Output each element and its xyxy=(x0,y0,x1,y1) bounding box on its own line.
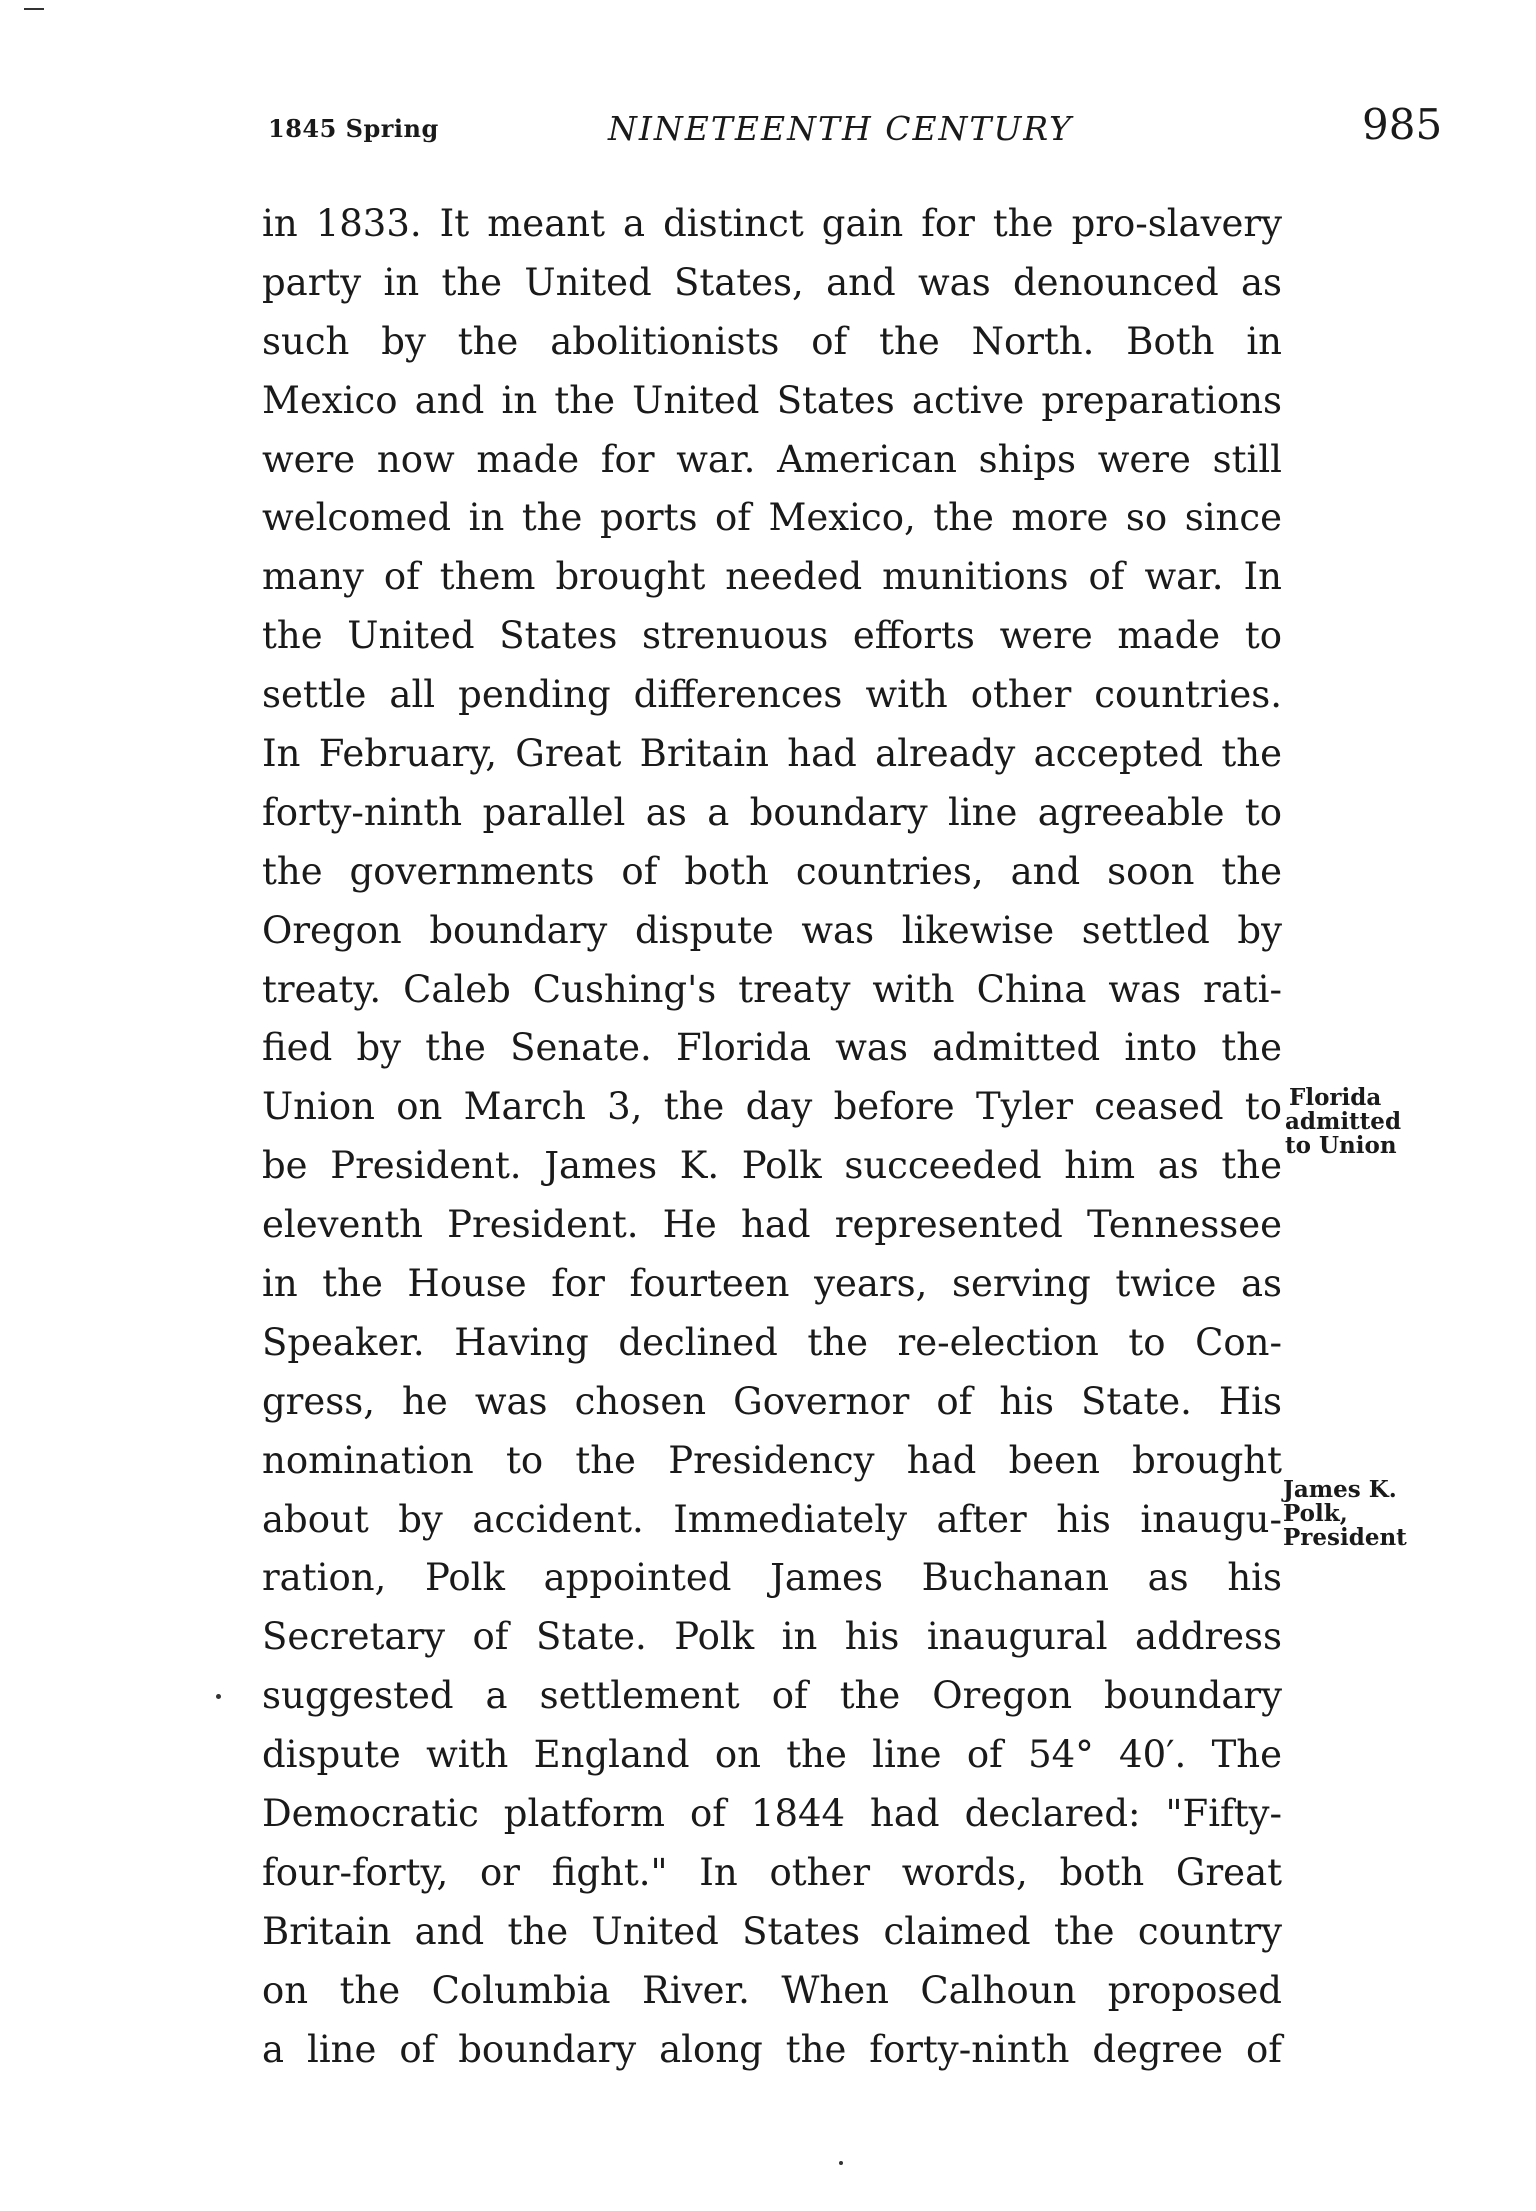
text-line: be President. James K. Polk succeeded him as the xyxy=(262,1144,1282,1188)
text-line: treaty. Caleb Cushing's treaty with China was rati- xyxy=(262,967,1282,1011)
margin-note-line: Florida xyxy=(1289,1084,1382,1111)
text-line: Union on March 3, the day before Tyler ceased to xyxy=(262,1085,1282,1129)
text-line: settle all pending differences with other countries. xyxy=(262,673,1282,717)
margin-note-line: James K. xyxy=(1283,1476,1397,1503)
text-line: ration, Polk appointed James Buchanan as his xyxy=(262,1556,1282,1600)
margin-note-polk xyxy=(1283,1478,1407,1550)
text-line: the United States strenuous efforts were made to xyxy=(262,614,1282,658)
text-line: Mexico and in the United States active preparations xyxy=(262,378,1282,422)
margin-note-line: President xyxy=(1283,1524,1407,1551)
running-head-date: 1845 Spring xyxy=(268,114,439,143)
text-line: were now made for war. American ships were still xyxy=(262,437,1282,481)
text-line: in 1833. It meant a distinct gain for the pro-slavery xyxy=(262,202,1282,245)
text-line: nomination to the Presidency had been brought xyxy=(262,1438,1282,1482)
margin-note-line: to Union xyxy=(1285,1132,1397,1159)
text-line: fied by the Senate. Florida was admitted into the xyxy=(262,1026,1282,1070)
text-line: forty-ninth parallel as a boundary line agreeable to xyxy=(262,790,1282,834)
text-line: suggested a settlement of the Oregon boundary xyxy=(262,1674,1282,1718)
text-line: Secretary of State. Polk in his inaugural address xyxy=(262,1615,1282,1659)
running-head-title: NINETEENTH CENTURY xyxy=(608,109,1073,148)
text-line: Oregon boundary dispute was likewise settled by xyxy=(262,908,1282,952)
text-line: such by the abolitionists of the North. Both in xyxy=(262,319,1282,363)
text-line: a line of boundary along the forty-ninth degree of xyxy=(262,2027,1282,2071)
margin-note-florida xyxy=(1285,1086,1401,1158)
scan-mark xyxy=(24,8,44,10)
text-line: welcomed in the ports of Mexico, the more so since xyxy=(262,496,1282,540)
margin-note-line: admitted xyxy=(1285,1108,1402,1135)
text-line: eleventh President. He had represented Tennessee xyxy=(262,1203,1282,1247)
text-line: many of them brought needed munitions of war. In xyxy=(262,555,1282,599)
scan-speck xyxy=(839,2161,843,2165)
text-line: the governments of both countries, and soon the xyxy=(262,849,1282,893)
text-line: Britain and the United States claimed the country xyxy=(262,1909,1282,1953)
body-text xyxy=(262,195,1282,2080)
text-line: party in the United States, and was denounced as xyxy=(262,260,1282,304)
page-number: 985 xyxy=(1362,100,1443,149)
text-line: four-forty, or fight." In other words, both Great xyxy=(262,1850,1282,1894)
text-line: in the House for fourteen years, serving twice as xyxy=(262,1262,1282,1306)
text-line: Speaker. Having declined the re-election to Con- xyxy=(262,1320,1282,1364)
text-line: about by accident. Immediately after his inaugu- xyxy=(262,1497,1282,1541)
scan-speck xyxy=(216,1694,221,1699)
text-line: on the Columbia River. When Calhoun proposed xyxy=(262,1968,1282,2012)
text-line: dispute with England on the line of 54° 40′. The xyxy=(262,1733,1282,1777)
text-line: gress, he was chosen Governor of his State. His xyxy=(262,1379,1282,1423)
text-line: Democratic platform of 1844 had declared: "Fifty- xyxy=(262,1792,1282,1836)
text-line: In February, Great Britain had already accepted the xyxy=(262,732,1282,776)
margin-note-line: Polk, xyxy=(1283,1500,1348,1527)
